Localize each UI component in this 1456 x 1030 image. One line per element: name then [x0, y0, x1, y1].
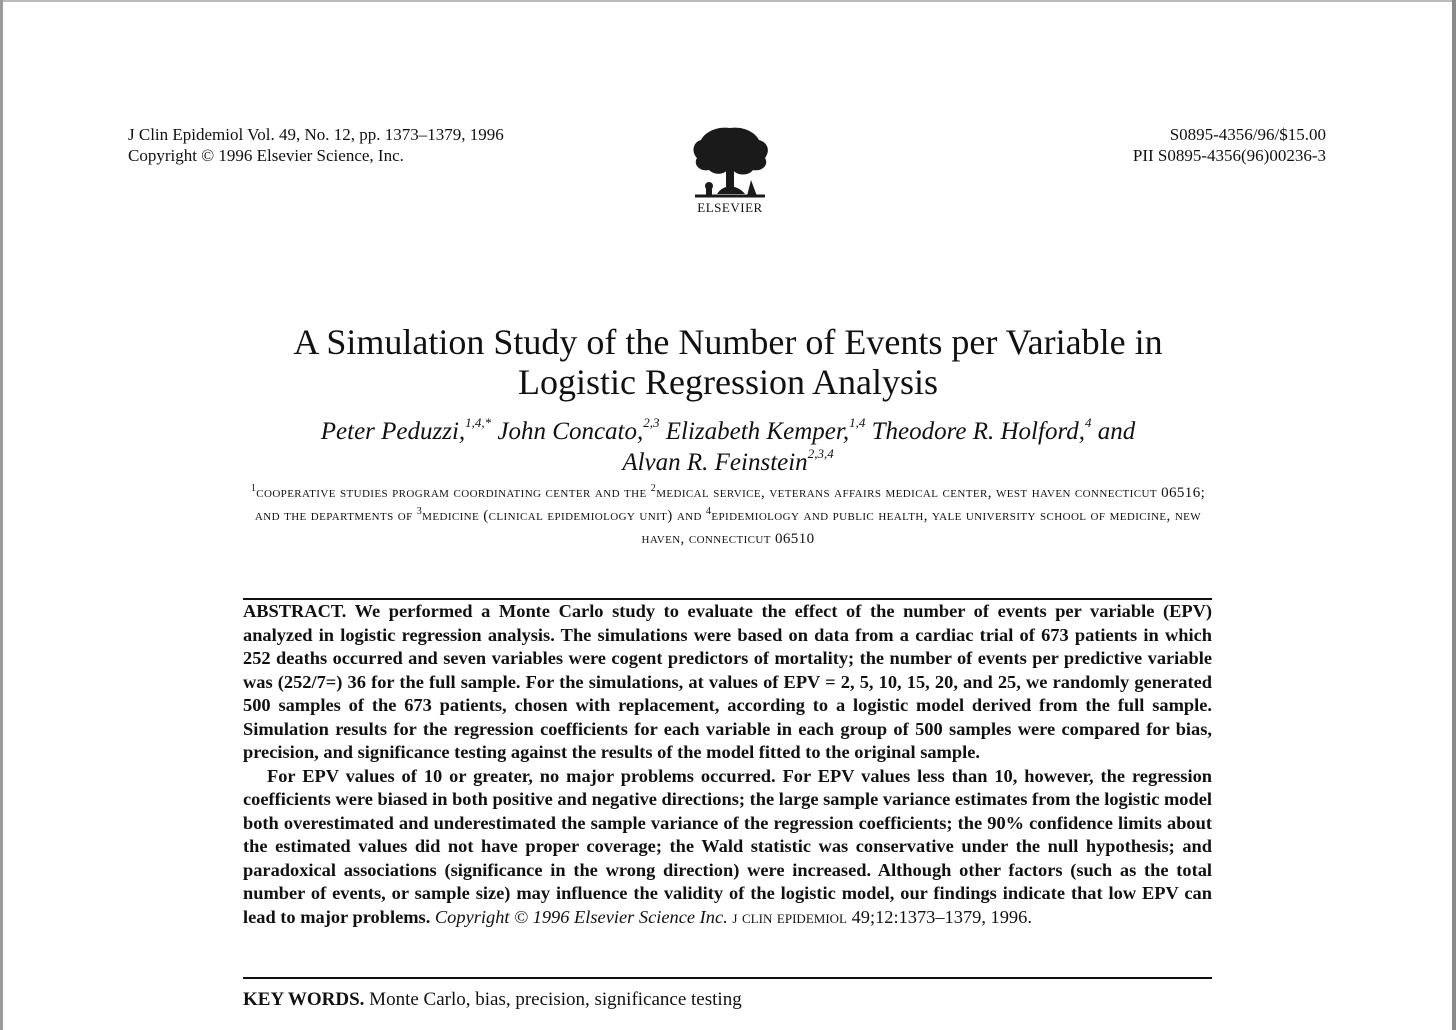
viewer-right-edge	[1452, 0, 1456, 1030]
abstract-text: For EPV values of 10 or greater, no major problems occurred. For EPV values less than 10, however, the regression coefficients were biased in both positive and negative directions; the large sample variance estimates from the logistic model both overestimated and underestimated the sample variance of the regression coefficients; the 90% confidence limits about the estimated values did not have proper coverage; the Wald statistic was conservative under the null hypothesis; and paradoxical associations (significance in the wrong direction) were increased. Although other factors (such as the total number of events, or sample size) may influence the validity of the logistic model, our findings indicate that low EPV can lead to major problems.	[243, 765, 1212, 927]
journal-line: J Clin Epidemiol Vol. 49, No. 12, pp. 1373–1379, 1996	[128, 125, 504, 144]
author-joiner: and	[1097, 418, 1136, 445]
abstract-label: ABSTRACT.	[243, 601, 347, 621]
affil-sup: 3	[416, 506, 423, 517]
title-line: Logistic Regression Analysis	[518, 362, 938, 402]
title-line: A Simulation Study of the Number of Events per Variable in	[293, 322, 1163, 362]
affil-text: medicine (clinical epidemiology unit) and	[422, 508, 707, 524]
author-name: John Concato,	[497, 418, 644, 445]
pii-line: PII S0895-4356(96)00236-3	[1132, 146, 1326, 165]
article-title	[160, 322, 1296, 402]
author-name: Alvan R. Feinstein	[622, 449, 808, 476]
affil-text: medical service, veterans affairs medical center, west haven connecticut 06516; and the departments of	[254, 485, 1206, 524]
abstract-copyright: Copyright © 1996 Elsevier Science Inc.	[434, 906, 728, 927]
abstract-text: We performed a Monte Carlo study to evaluate the effect of the number of events per variable (EPV) analyzed in logistic regression analysis. The simulations were based on data from a cardiac trial of 673 patients in which 252 deaths occurred and seven variables were cogent predictors of mortality; the number of events per predictive variable was (252/7=) 36 for the full sample. For the simulations, at values of EPV = 2, 5, 10, 15, 20, and 25, we randomly generated 500 samples of the 673 patients, chosen with replacement, according to a logistic model derived from the full sample. Simulation results for the regression coefficients for each variable in each group of 500 samples were compared for bias, precision, and significance testing against the results of the model fitted to the original sample.	[243, 601, 1212, 762]
abstract-paragraph	[243, 765, 1212, 930]
copyright-line: Copyright © 1996 Elsevier Science, Inc.	[128, 146, 404, 165]
viewer-top-edge	[0, 0, 1456, 2]
affil-sup: 2	[650, 483, 657, 494]
author-name: Theodore R. Holford,	[871, 418, 1085, 445]
author-affil-sup: 4	[1085, 415, 1092, 430]
issn-line: S0895-4356/96/$15.00	[1169, 125, 1326, 144]
author-affil-sup: 2,3	[643, 415, 660, 430]
keywords-text: Monte Carlo, bias, precision, significance testing	[364, 989, 742, 1010]
abstract-paragraph	[243, 600, 1212, 765]
viewer-left-edge	[0, 0, 3, 1030]
logo-text: ELSEVIER	[697, 200, 763, 215]
author-affil-sup: 2,3,4	[807, 446, 834, 461]
citation-journal: j clin epidemiol	[732, 906, 847, 927]
author-line	[160, 447, 1296, 478]
keywords-label: KEY WORDS.	[243, 989, 365, 1010]
affiliations	[250, 482, 1206, 551]
author-affil-sup: 1,4,*	[465, 415, 492, 430]
author-list	[160, 416, 1296, 478]
keywords	[243, 988, 1212, 1012]
affil-text: epidemiology and public health, yale university school of medicine, new haven, connecticut 06510	[641, 508, 1202, 547]
affil-sup: 4	[706, 506, 712, 517]
article-code-header	[1133, 124, 1326, 166]
author-line	[160, 416, 1296, 447]
abstract	[243, 600, 1212, 929]
journal-citation-header	[128, 124, 504, 166]
author-name: Elizabeth Kemper,	[665, 418, 850, 445]
affil-text: cooperative studies program coordinating center and the	[256, 485, 651, 501]
citation-ref: 49;12:1373–1379, 1996.	[846, 906, 1032, 927]
elsevier-tree-icon	[687, 124, 773, 198]
elsevier-logo	[684, 124, 776, 216]
abstract-bottom-rule	[243, 977, 1212, 979]
author-affil-sup: 1,4	[849, 415, 866, 430]
affil-sup: 1	[250, 483, 257, 494]
author-name: Peter Peduzzi,	[320, 418, 466, 445]
